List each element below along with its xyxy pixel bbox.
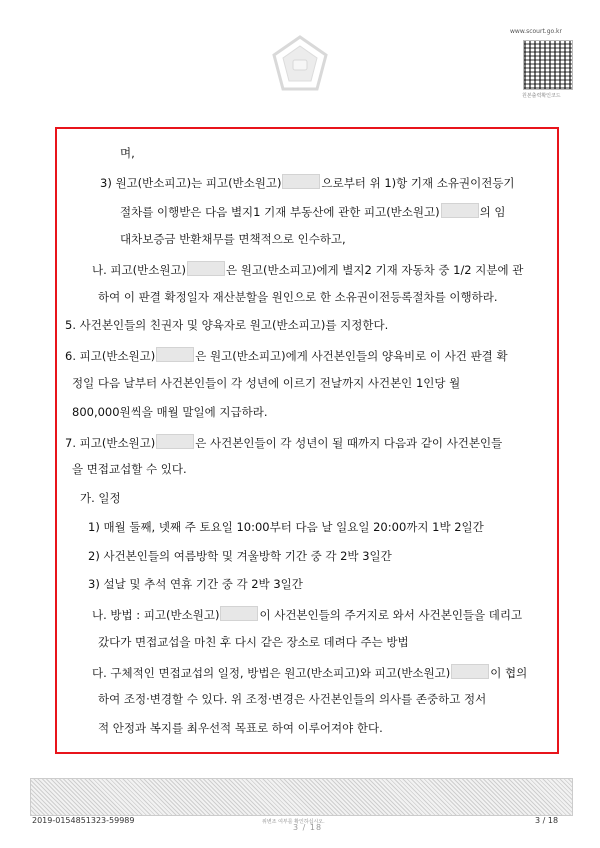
text-line: 나. 방법 : 피고(반소원고) 이 사건본인들의 주거지로 와서 사건본인들을 데리고: [92, 608, 523, 622]
court-emblem-icon: [269, 34, 331, 96]
security-pattern-band: [30, 778, 573, 816]
text-line: 1) 매월 둘째, 넷째 주 토요일 10:00부터 다음 날 일요일 20:00까지 1박 2일간: [88, 520, 484, 534]
text-line: 을 면접교섭할 수 있다.: [72, 462, 187, 476]
qr-url: www.scourt.go.kr: [510, 28, 562, 35]
redaction-box: [451, 664, 489, 679]
page-number: 3 / 18: [535, 816, 559, 825]
text-line: 나. 피고(반소원고) 은 원고(반소피고)에게 별지2 기재 자동차 중 1/2 지분에 관: [92, 263, 524, 277]
redaction-box: [156, 434, 194, 449]
text-line: 가. 일정: [80, 491, 121, 505]
text-line: 갔다가 면접교섭을 마친 후 다시 같은 장소로 데려다 주는 방법: [98, 635, 409, 649]
redaction-box: [187, 261, 225, 276]
qr-caption: 원본출력확인코드: [522, 93, 561, 99]
qr-code-icon: [523, 40, 573, 90]
text-line: 3) 원고(반소피고)는 피고(반소원고) 으로부터 위 1)항 기재 소유권이전등기: [100, 176, 515, 190]
text-line: 하여 조정·변경할 수 있다. 위 조정·변경은 사건본인들의 의사를 존중하고 정서: [98, 692, 487, 706]
text-line: 3) 설날 및 추석 연휴 기간 중 각 2박 3일간: [88, 577, 303, 591]
text-line: 적 안정과 복지를 최우선적 목표로 하여 이루어져야 한다.: [98, 721, 383, 735]
text-line: 절차를 이행받은 다음 별지1 기재 부동산에 관한 피고(반소원고) 의 임: [120, 205, 506, 219]
center-page-number: 3 / 18: [293, 823, 323, 832]
text-line: 하여 이 판결 확정일자 재산분할을 원인으로 한 소유권이전등록절차를 이행하라.: [98, 290, 498, 304]
text-line: 7. 피고(반소원고) 은 사건본인들이 각 성년이 될 때까지 다음과 같이 사건본인들: [65, 436, 503, 450]
verification-note: 위변조 여부를 확인하십시오.: [262, 819, 325, 825]
text-line: 대차보증금 반환채무를 면책적으로 인수하고,: [120, 232, 346, 246]
redaction-box: [220, 606, 258, 621]
text-line: 6. 피고(반소원고) 은 원고(반소피고)에게 사건본인들의 양육비로 이 사건 판결 확: [65, 349, 508, 363]
text-line: 5. 사건본인들의 친권자 및 양육자로 원고(반소피고)를 지정한다.: [65, 318, 389, 332]
text-line: 2) 사건본인들의 여름방학 및 겨울방학 기간 중 각 2박 3일간: [88, 549, 392, 563]
text-line: 800,000원씩을 매월 말일에 지급하라.: [72, 405, 268, 419]
text-line: 며,: [120, 146, 135, 160]
redaction-box: [441, 203, 479, 218]
text-line: 정일 다음 날부터 사건본인들이 각 성년에 이르기 전날까지 사건본인 1인당 월: [72, 376, 461, 390]
redaction-box: [282, 174, 320, 189]
document-id: 2019-0154851323-59989: [32, 816, 135, 825]
redaction-box: [156, 347, 194, 362]
text-line: 다. 구체적인 면접교섭의 일정, 방법은 원고(반소피고)와 피고(반소원고) 이 협의: [92, 666, 528, 680]
